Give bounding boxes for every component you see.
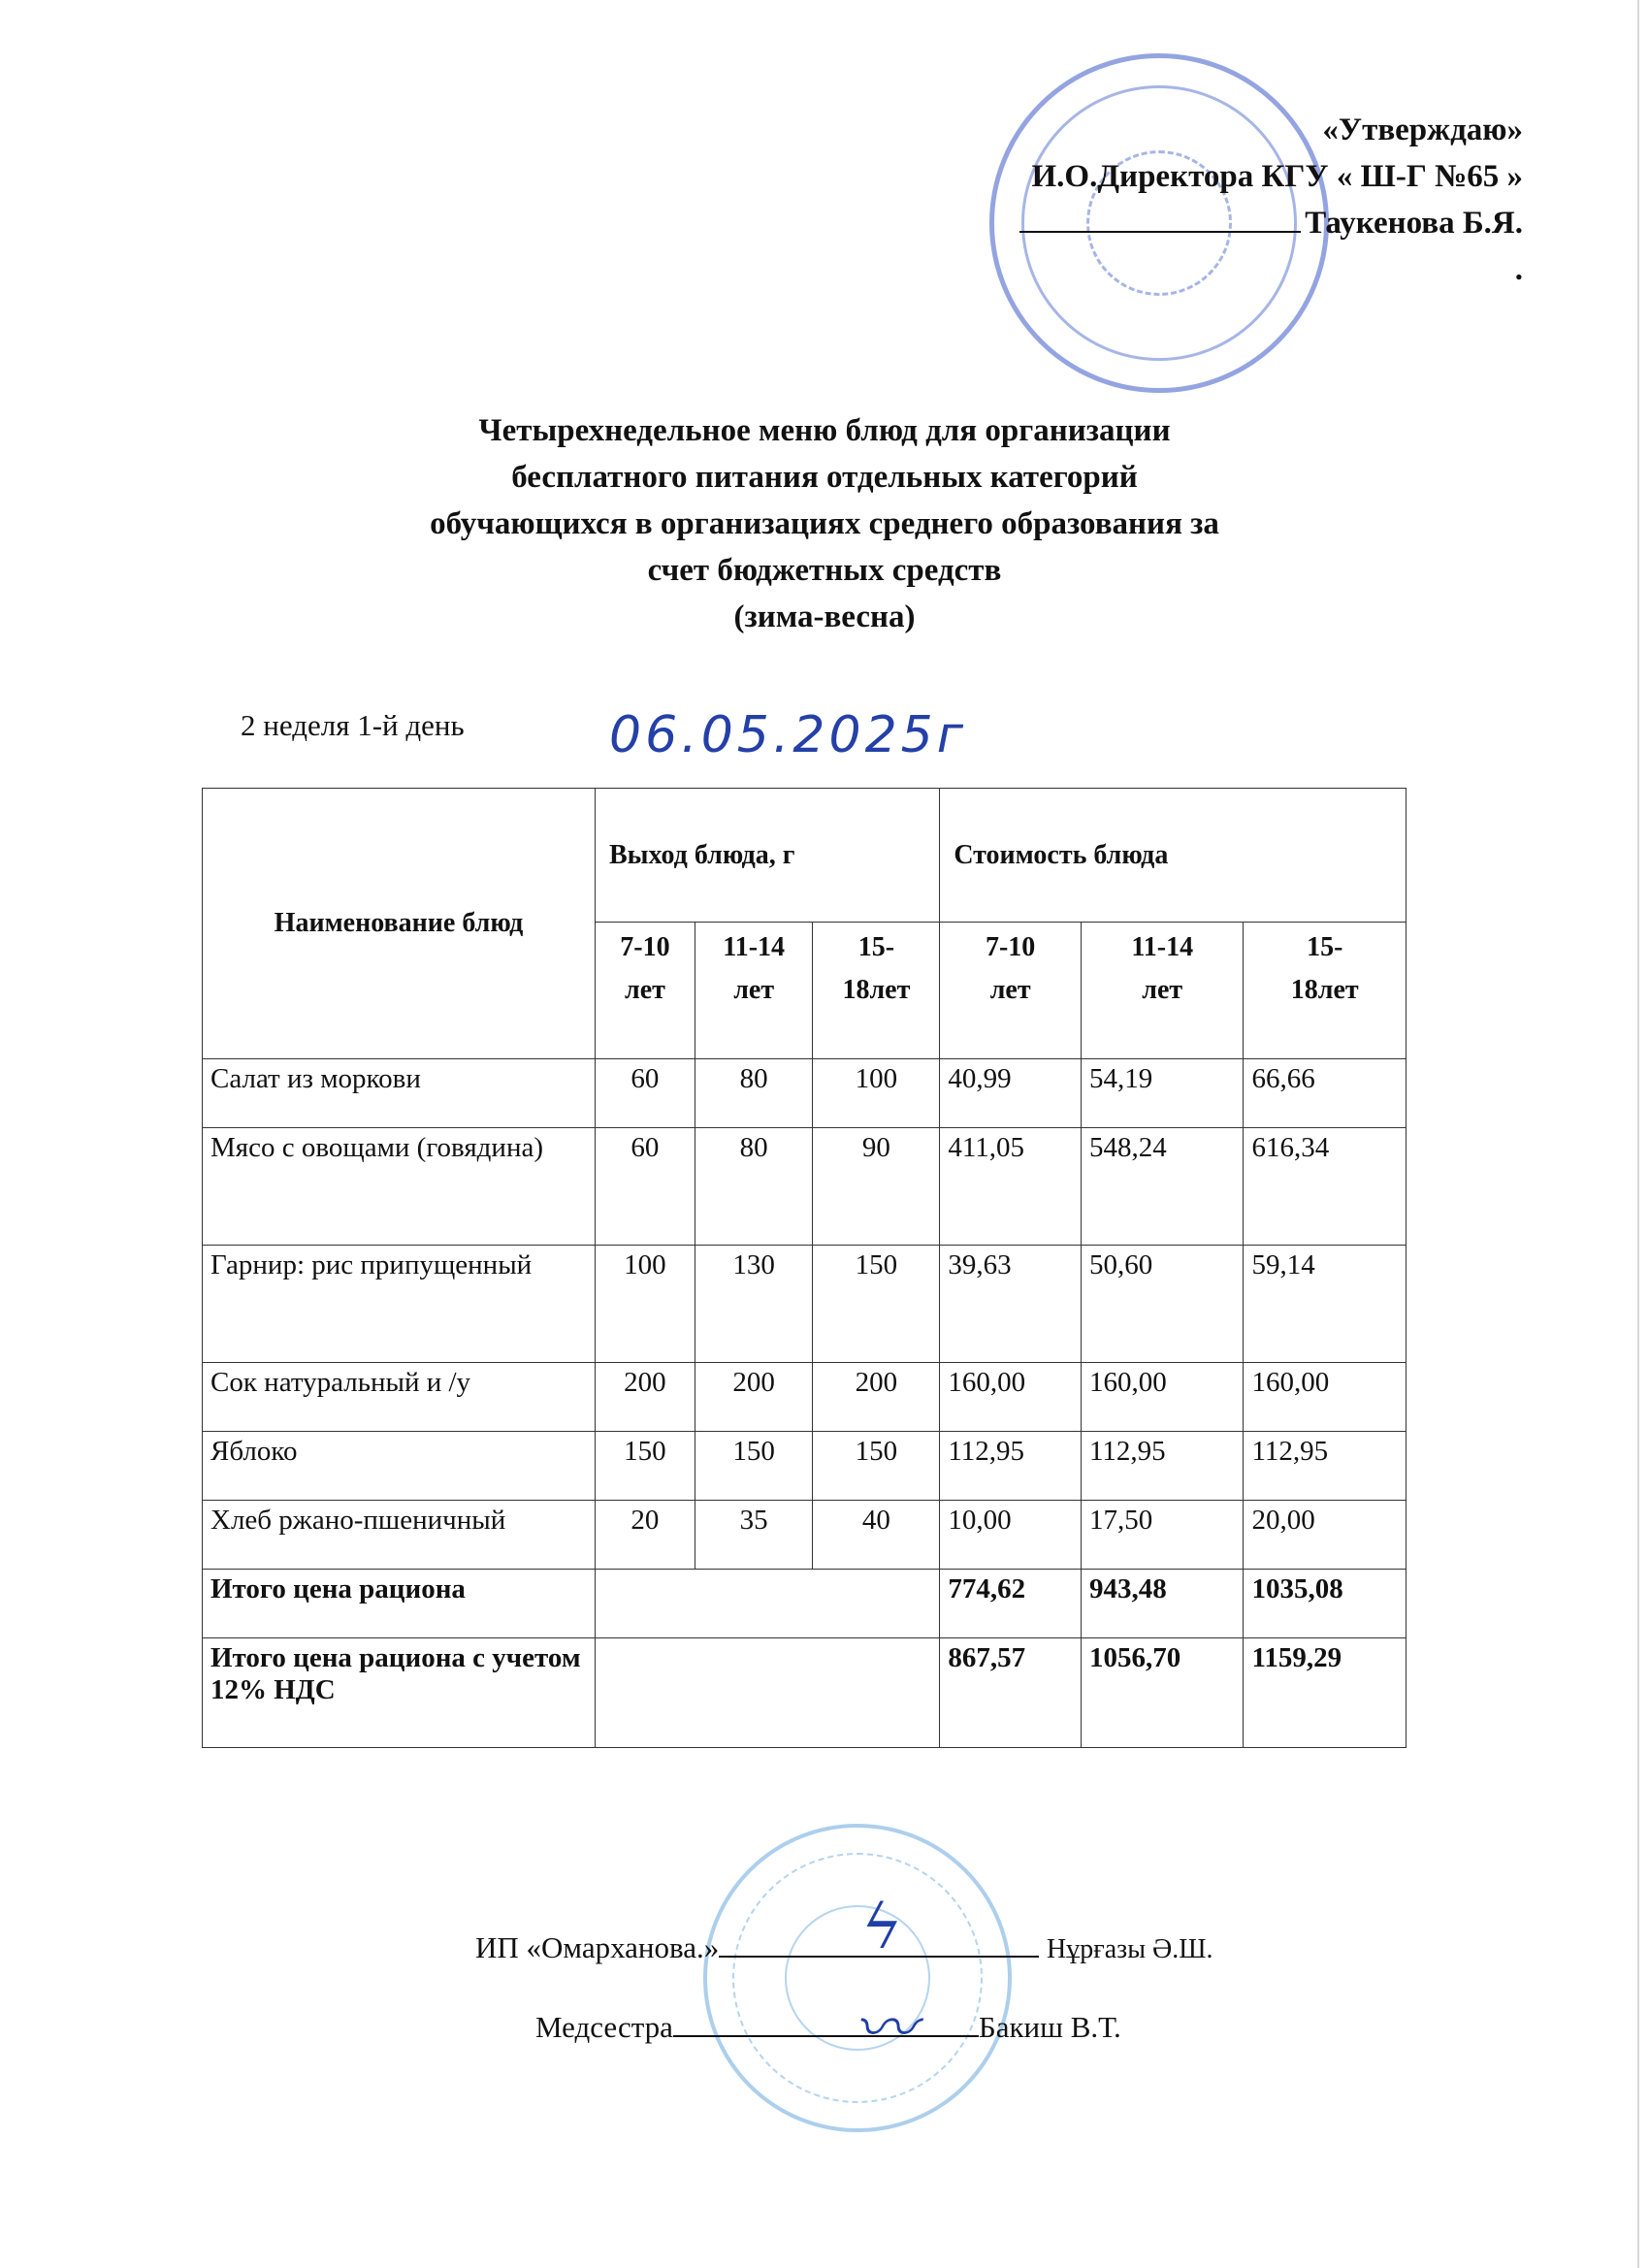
signature-line-ip: [475, 1928, 1213, 1965]
yield-7-10: 200: [596, 1363, 695, 1432]
total-vat-empty: [596, 1638, 940, 1748]
title-line-5: (зима-весна): [733, 599, 916, 634]
cost-11-14: 112,95: [1081, 1432, 1243, 1501]
document-title: [0, 407, 1649, 640]
signature-underline: [1019, 202, 1301, 233]
title-line-3: обучающихся в организациях среднего образования за: [430, 506, 1219, 541]
cost-11-14: 548,24: [1081, 1128, 1243, 1246]
week-day-label: 2 неделя 1-й день: [241, 708, 465, 742]
yield-15-18: 90: [813, 1128, 940, 1246]
table-header-row: [203, 789, 1406, 923]
yield-7-10: 150: [596, 1432, 695, 1501]
dish-name: Салат из моркови: [203, 1059, 596, 1128]
table-row: [203, 1128, 1406, 1246]
total-row: [203, 1570, 1406, 1638]
total-cost-7-10: 774,62: [940, 1570, 1082, 1638]
signature-scribble-2: 〰: [854, 1993, 916, 2065]
total-cost-15-18: 1035,08: [1244, 1570, 1406, 1638]
cost-15-18: 66,66: [1244, 1059, 1406, 1128]
cost-11-14: 54,19: [1081, 1059, 1243, 1128]
cost-7-10: 40,99: [940, 1059, 1082, 1128]
approval-name: Таукенова Б.Я.: [1305, 206, 1523, 241]
age-header: 7-10 лет: [940, 923, 1082, 1059]
cost-11-14: 50,60: [1081, 1246, 1243, 1363]
yield-15-18: 40: [813, 1501, 940, 1570]
yield-11-14: 200: [695, 1363, 813, 1432]
total-label: Итого цена рациона: [203, 1570, 596, 1638]
yield-7-10: 20: [596, 1501, 695, 1570]
dish-name: Мясо с овощами (говядина): [203, 1128, 596, 1246]
total-vat-cost-11-14: 1056,70: [1081, 1638, 1243, 1748]
cost-7-10: 10,00: [940, 1501, 1082, 1570]
yield-7-10: 100: [596, 1246, 695, 1363]
table-row: [203, 1432, 1406, 1501]
nurse-label: Медсестра: [535, 2010, 673, 2044]
dish-name: Яблоко: [203, 1432, 596, 1501]
yield-11-14: 80: [695, 1059, 813, 1128]
approval-signature-line: [1019, 200, 1523, 246]
yield-11-14: 130: [695, 1246, 813, 1363]
total-vat-cost-7-10: 867,57: [940, 1638, 1082, 1748]
dish-name: Сок натуральный и /у: [203, 1363, 596, 1432]
ip-seal-stamp: [703, 1824, 1012, 2132]
cost-7-10: 160,00: [940, 1363, 1082, 1432]
signature-line-nurse: [535, 2008, 1121, 2045]
ip-name: Нұрғазы Ә.Ш.: [1047, 1934, 1213, 1964]
ip-label: ИП «Омарханова.»: [475, 1930, 720, 1964]
table-row: [203, 1501, 1406, 1570]
cost-15-18: 20,00: [1244, 1501, 1406, 1570]
yield-15-18: 200: [813, 1363, 940, 1432]
signature-underline: [719, 1928, 1039, 1958]
cost-11-14: 160,00: [1081, 1363, 1243, 1432]
table-row: [203, 1059, 1406, 1128]
cost-7-10: 39,63: [940, 1246, 1082, 1363]
age-header: 11-14 лет: [1081, 923, 1243, 1059]
age-header: 15- 18лет: [813, 923, 940, 1059]
dish-name: Хлеб ржано-пшеничный: [203, 1501, 596, 1570]
cost-15-18: 616,34: [1244, 1128, 1406, 1246]
header-cost: Стоимость блюда: [940, 789, 1406, 923]
cost-15-18: 59,14: [1244, 1246, 1406, 1363]
approval-heading: «Утверждаю»: [1322, 113, 1523, 147]
age-header: 15- 18лет: [1244, 923, 1406, 1059]
signature-scribble-1: ϟ: [861, 1892, 903, 1963]
cost-15-18: 160,00: [1244, 1363, 1406, 1432]
yield-7-10: 60: [596, 1059, 695, 1128]
approval-position: И.О.Директора КГУ « Ш-Г №65 »: [1031, 159, 1523, 194]
menu-table: [202, 788, 1406, 1748]
dish-name: Гарнир: рис припущенный: [203, 1246, 596, 1363]
total-vat-row: [203, 1638, 1406, 1748]
total-cost-11-14: 943,48: [1081, 1570, 1243, 1638]
age-header: 7-10 лет: [596, 923, 695, 1059]
handwritten-date: 06.05.2025г: [609, 706, 968, 764]
yield-11-14: 150: [695, 1432, 813, 1501]
title-line-4: счет бюджетных средств: [647, 553, 1002, 588]
yield-15-18: 150: [813, 1432, 940, 1501]
cost-15-18: 112,95: [1244, 1432, 1406, 1501]
signature-underline: [673, 2008, 979, 2037]
total-vat-cost-15-18: 1159,29: [1244, 1638, 1406, 1748]
yield-15-18: 150: [813, 1246, 940, 1363]
table-row: [203, 1246, 1406, 1363]
title-line-2: бесплатного питания отдельных категорий: [511, 460, 1138, 495]
age-header: 11-14 лет: [695, 923, 813, 1059]
total-empty: [596, 1570, 940, 1638]
total-vat-label: Итого цена рациона с учетом 12% НДС: [203, 1638, 596, 1748]
header-dish-name: Наименование блюд: [203, 789, 596, 1059]
title-line-1: Четырехнедельное меню блюд для организации: [478, 413, 1171, 448]
cost-11-14: 17,50: [1081, 1501, 1243, 1570]
yield-11-14: 80: [695, 1128, 813, 1246]
table-row: [203, 1363, 1406, 1432]
nurse-name: Бакиш В.Т.: [978, 2010, 1121, 2044]
yield-11-14: 35: [695, 1501, 813, 1570]
approval-block: [1019, 107, 1523, 293]
header-yield: Выход блюда, г: [596, 789, 940, 923]
approval-dot: .: [1514, 252, 1523, 287]
cost-7-10: 411,05: [940, 1128, 1082, 1246]
yield-7-10: 60: [596, 1128, 695, 1246]
page-edge: [1637, 0, 1639, 2268]
yield-15-18: 100: [813, 1059, 940, 1128]
cost-7-10: 112,95: [940, 1432, 1082, 1501]
